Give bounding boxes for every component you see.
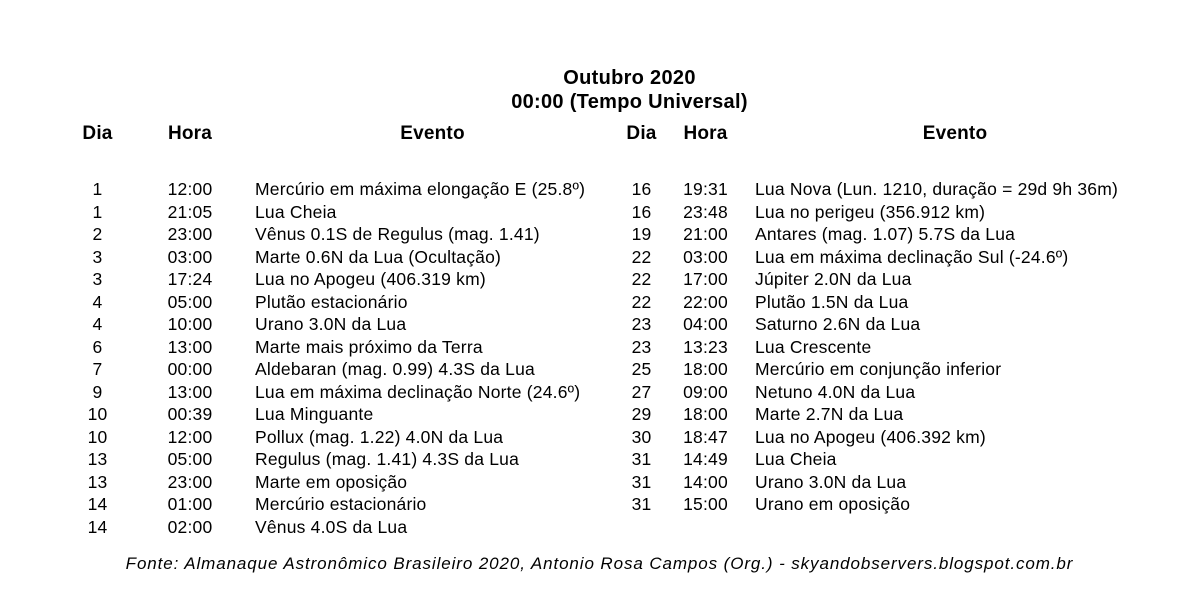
event-row [615,223,1155,246]
event-dia: 6 [92,336,103,357]
event-hora: 03:00 [683,246,728,267]
event-row [615,358,1155,381]
event-hora: 18:00 [683,404,728,424]
event-evento: Mercúrio em conjunção inferior [755,359,1002,379]
event-hora: 02:00 [167,516,213,537]
event-hora: 15:00 [683,494,728,514]
event-evento: Plutão estacionário [255,291,408,312]
events-table-left [70,122,610,538]
event-evento: Mercúrio estacionário [255,494,427,514]
event-evento: Netuno 4.0N da Lua [755,381,916,402]
event-dia: 13 [87,471,108,492]
table-body-left [70,178,610,538]
column-header-dia: Dia [626,123,657,144]
event-dia: 14 [87,494,108,514]
title-time-standard: 00:00 (Tempo Universal) [511,91,748,113]
event-evento: Marte 0.6N da Lua (Ocultação) [255,246,502,267]
event-hora: 23:48 [683,201,728,222]
event-row [70,471,610,494]
event-row [70,291,610,314]
events-tables-container [0,122,1199,538]
event-evento: Lua Crescente [755,336,872,357]
event-dia: 16 [631,201,652,222]
event-dia: 13 [87,449,108,469]
event-hora: 04:00 [683,314,728,334]
event-row [615,448,1155,471]
event-row [615,201,1155,224]
page-title [0,66,1199,114]
event-row [615,403,1155,426]
table-header-right [615,122,1155,178]
event-dia: 31 [631,449,652,469]
event-dia: 31 [631,494,652,514]
column-header-hora: Hora [683,123,728,144]
table-body-right [615,178,1155,516]
event-row [70,201,610,224]
event-hora: 03:00 [167,246,213,267]
event-hora: 17:00 [683,269,728,289]
event-evento: Antares (mag. 1.07) 5.7S da Lua [755,224,1016,244]
event-dia: 22 [631,291,652,312]
event-hora: 13:23 [683,336,728,357]
event-evento: Urano 3.0N da Lua [255,314,407,334]
event-hora: 18:47 [683,426,728,447]
event-row [615,313,1155,336]
event-evento: Saturno 2.6N da Lua [755,314,921,334]
event-hora: 12:00 [167,179,213,199]
event-hora: 22:00 [683,291,728,312]
event-dia: 1 [92,201,103,222]
events-table-right [615,122,1155,516]
event-evento: Lua no Apogeu (406.319 km) [255,269,486,289]
event-evento: Lua Nova (Lun. 1210, duração = 29d 9h 36m) [755,179,1119,199]
title-month-year: Outubro 2020 [563,67,696,89]
event-hora: 23:00 [167,224,213,244]
event-dia: 2 [92,224,103,244]
event-row [615,336,1155,359]
event-evento: Vênus 4.0S da Lua [255,516,408,537]
event-dia: 22 [631,246,652,267]
event-evento: Lua em máxima declinação Norte (24.6º) [255,381,581,402]
event-hora: 14:00 [683,471,728,492]
event-dia: 4 [92,291,103,312]
event-hora: 14:49 [683,449,728,469]
event-row [615,381,1155,404]
column-header-hora: Hora [167,123,213,144]
event-row [70,336,610,359]
event-hora: 13:00 [167,381,213,402]
event-row [70,178,610,201]
event-evento: Aldebaran (mag. 0.99) 4.3S da Lua [255,359,535,379]
event-evento: Lua no perigeu (356.912 km) [755,201,986,222]
event-hora: 01:00 [167,494,213,514]
event-row [70,403,610,426]
event-evento: Urano 3.0N da Lua [755,471,907,492]
event-row [70,358,610,381]
event-evento: Marte em oposição [255,471,408,492]
event-dia: 23 [631,314,652,334]
event-hora: 05:00 [167,291,213,312]
table-header-left [70,122,610,178]
event-row [615,178,1155,201]
event-evento: Regulus (mag. 1.41) 4.3S da Lua [255,449,520,469]
event-dia: 10 [87,404,108,424]
event-hora: 09:00 [683,381,728,402]
event-row [615,426,1155,449]
event-hora: 00:00 [167,359,213,379]
header-row [615,122,1155,178]
event-row [615,246,1155,269]
event-evento: Lua Minguante [255,404,374,424]
event-row [615,471,1155,494]
event-evento: Marte mais próximo da Terra [255,336,483,357]
source-note: Fonte: Almanaque Astronômico Brasileiro 2020, Antonio Rosa Campos (Org.) - skyandobservers.blogspot.com.br [125,554,1074,573]
event-hora: 23:00 [167,471,213,492]
event-hora: 00:39 [167,404,213,424]
event-row [615,268,1155,291]
event-dia: 1 [92,179,103,199]
event-row [70,381,610,404]
event-dia: 22 [631,269,652,289]
event-hora: 21:00 [683,224,728,244]
event-hora: 05:00 [167,449,213,469]
event-hora: 19:31 [683,179,728,199]
event-hora: 12:00 [167,426,213,447]
event-hora: 10:00 [167,314,213,334]
header-row [70,122,610,178]
event-row [70,313,610,336]
event-evento: Marte 2.7N da Lua [755,404,904,424]
event-row [615,291,1155,314]
event-row [70,223,610,246]
event-dia: 25 [631,359,652,379]
event-dia: 29 [631,404,652,424]
event-evento: Lua Cheia [755,449,837,469]
event-dia: 3 [92,269,103,289]
event-row [70,246,610,269]
column-header-dia: Dia [82,123,113,144]
event-row [70,516,610,539]
event-dia: 10 [87,426,108,447]
event-evento: Plutão 1.5N da Lua [755,291,909,312]
event-dia: 31 [631,471,652,492]
event-row [70,268,610,291]
event-row [70,448,610,471]
event-evento: Lua no Apogeu (406.392 km) [755,426,986,447]
event-row [70,426,610,449]
event-hora: 21:05 [167,201,213,222]
event-hora: 13:00 [167,336,213,357]
event-dia: 14 [87,516,108,537]
event-hora: 17:24 [167,269,213,289]
event-dia: 9 [92,381,103,402]
event-row [70,493,610,516]
event-dia: 19 [631,224,652,244]
event-row [615,493,1155,516]
event-dia: 30 [631,426,652,447]
event-dia: 23 [631,336,652,357]
event-evento: Mercúrio em máxima elongação E (25.8º) [255,179,586,199]
event-evento: Urano em oposição [755,494,911,514]
event-dia: 3 [92,246,103,267]
event-evento: Lua em máxima declinação Sul (-24.6º) [755,246,1069,267]
event-evento: Júpiter 2.0N da Lua [755,269,912,289]
event-evento: Pollux (mag. 1.22) 4.0N da Lua [255,426,504,447]
column-header-evento: Evento [922,123,988,144]
event-dia: 16 [631,179,652,199]
event-dia: 27 [631,381,652,402]
event-evento: Vênus 0.1S de Regulus (mag. 1.41) [255,224,540,244]
event-hora: 18:00 [683,359,728,379]
event-dia: 4 [92,314,103,334]
column-header-evento: Evento [400,123,465,144]
event-dia: 7 [92,359,103,379]
event-evento: Lua Cheia [255,201,337,222]
